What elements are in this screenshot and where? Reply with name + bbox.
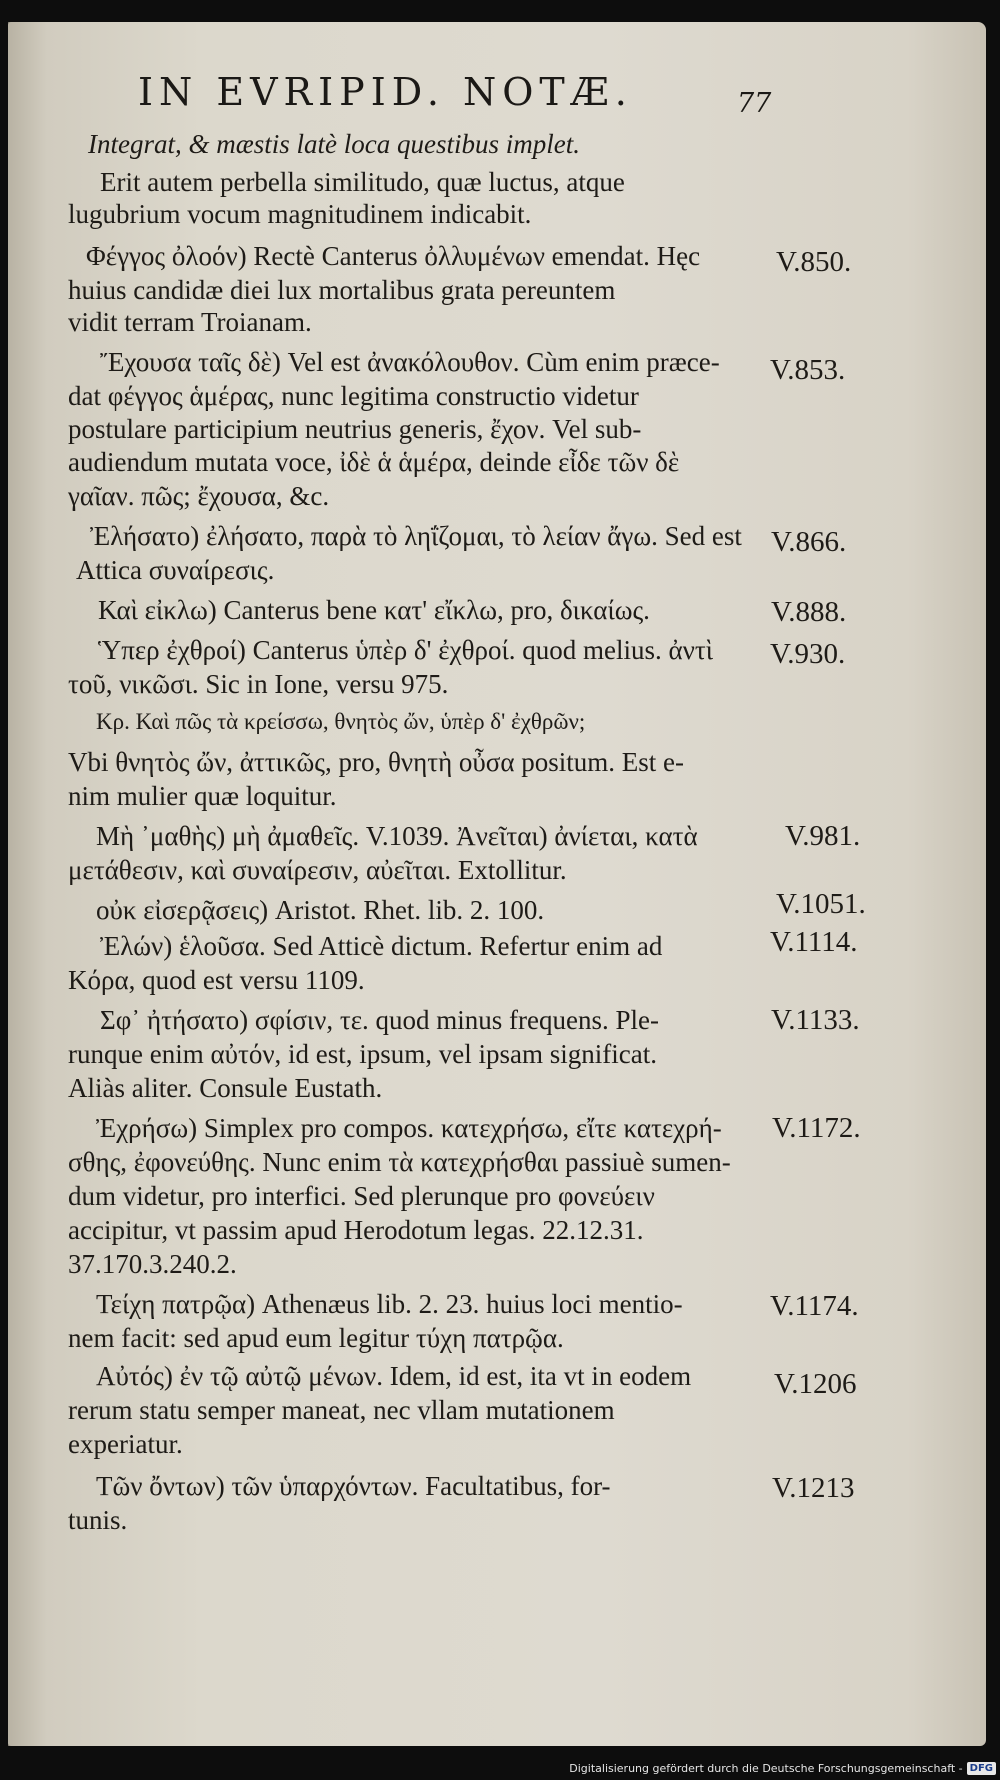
text-line: Κρ. Καὶ πῶς τὰ κρείσσω, θνητὸς ὤν, ὑπὲρ δ' ἐχθρῶν; [96, 709, 586, 734]
text-line: Vbi θνητὸς ὤν, ἀττικῶς, pro, θνητὴ οὖσα positum. Est e- [68, 747, 684, 777]
text-line: Ἔχουσα ταῖς δὲ) Vel est ἀνακόλουθον. Cùm enim præce- [100, 347, 720, 377]
text-line: μετάθεσιν, καὶ συναίρεσιν, αὐεῖται. Extollitur. [68, 855, 567, 885]
text-line: σθης, ἐφονεύθης. Nunc enim τὰ κατεχρήσθαι passiuè sumen- [68, 1147, 731, 1177]
digitization-credit [569, 1762, 996, 1775]
verse-reference: V.981. [785, 820, 861, 852]
text-line: Ὑπερ ἐχθροί) Canterus ὑπὲρ δ' ἐχθροί. quod melius. ἀντὶ [98, 635, 713, 665]
text-line: Καὶ εἰκλω) Canterus bene κατ' εἴκλω, pro, δικαίως. [98, 595, 650, 625]
credit-text: Digitalisierung gefördert durch die Deutsche Forschungsgemeinschaft - [569, 1762, 963, 1775]
text-line: lugubrium vocum magnitudinem indicabit. [68, 199, 532, 229]
text-line: Aliàs aliter. Consule Eustath. [68, 1073, 383, 1103]
verse-reference: V.930. [770, 638, 846, 670]
verse-reference: V.888. [771, 596, 847, 628]
text-line: Ἐχρήσω) Simplex pro compos. κατεχρήσω, εἴτε κατεχρή- [96, 1113, 722, 1143]
text-line: accipitur, vt passim apud Herodotum legas. 22.12.31. [68, 1215, 644, 1245]
verse-reference: V.866. [771, 526, 847, 558]
verse-reference: V.1051. [776, 888, 866, 920]
text-line: huius candidæ diei lux mortalibus grata pereuntem [68, 275, 616, 305]
text-line: vidit terram Troianam. [68, 307, 312, 337]
text-line: Attica συναίρεσις. [76, 555, 275, 585]
text-line: dum videtur, pro interfici. Sed plerunque pro φονεύειν [68, 1181, 655, 1211]
text-line: 37.170.3.240.2. [68, 1249, 237, 1279]
text-line: Τείχη πατρῷα) Athenæus lib. 2. 23. huius loci mentio- [96, 1289, 683, 1319]
text-line: nim mulier quæ loquitur. [68, 781, 337, 811]
verse-reference: V.1114. [770, 926, 858, 958]
text-line: οὐκ εἰσερᾷσεις) Aristot. Rhet. lib. 2. 100. [96, 895, 545, 925]
page-number: 77 [737, 88, 772, 119]
text-line: γαῖαν. πῶς; ἔχουσα, &c. [68, 481, 330, 511]
text-line: nem facit: sed apud eum legitur τύχη πατρῷα. [68, 1323, 564, 1353]
text-line: postulare participium neutrius generis, ἔχον. Vel sub- [68, 414, 642, 444]
text-line: dat φέγγος ἁμέρας, nunc legitima constructio videtur [68, 381, 639, 411]
text-line: Αὐτός) ἐν τῷ αὐτῷ μένων. Idem, id est, ita vt in eodem [96, 1361, 692, 1391]
text-line: audiendum mutata voce, ἰδὲ ἁ ἁμέρα, deinde εἶδε τῶν δὲ [68, 447, 680, 477]
verse-reference: V.1213 [772, 1472, 855, 1504]
text-line: Ἐλών) ἑλοῦσα. Sed Atticè dictum. Refertur enim ad [100, 931, 663, 961]
verse-reference: V.850. [776, 246, 852, 278]
text-line: rerum statu semper maneat, nec vllam mutationem [68, 1395, 615, 1425]
text-line: Integrat, & mæstis latè loca questibus implet. [88, 129, 580, 159]
text-line: Ἐλήσατο) ἐλήσατο, παρὰ τὸ ληΐζομαι, τὸ λείαν ἄγω. Sed est [90, 521, 742, 551]
text-line: Erit autem perbella similitudo, quæ luctus, atque [100, 167, 625, 197]
verse-reference: V.1133. [771, 1004, 860, 1036]
dfg-logo: DFG [967, 1762, 996, 1775]
text-line: τοῦ, νικῶσι. Sic in Ione, versu 975. [68, 669, 449, 699]
text-line: Τῶν ὄντων) τῶν ὑπαρχόντων. Facultatibus, for- [96, 1471, 611, 1501]
verse-reference: V.1174. [770, 1290, 859, 1322]
text-line: experiatur. [68, 1429, 183, 1459]
text-line: tunis. [68, 1505, 128, 1535]
text-line: runque enim αὐτόν, id est, ipsum, vel ipsam significat. [68, 1039, 657, 1069]
text-line: Σφ᾽ ἠτήσατο) σφίσιν, τε. quod minus frequens. Ple- [100, 1005, 659, 1035]
text-line: Φέγγος ὀλοόν) Rectè Canterus ὀλλυμένων emendat. Hęc [86, 241, 701, 271]
verse-reference: V.853. [770, 354, 846, 386]
running-head: IN EVRIPID. NOTÆ. [138, 70, 633, 114]
verse-reference: V.1172. [772, 1112, 861, 1144]
verse-reference: V.1206 [774, 1368, 857, 1400]
text-line: Κόρα, quod est versu 1109. [68, 965, 365, 995]
text-line: Μὴ ᾽μαθὴς) μὴ ἀμαθεῖς. V.1039. Ἀνεῖται) ἀνίεται, κατὰ [96, 821, 698, 851]
